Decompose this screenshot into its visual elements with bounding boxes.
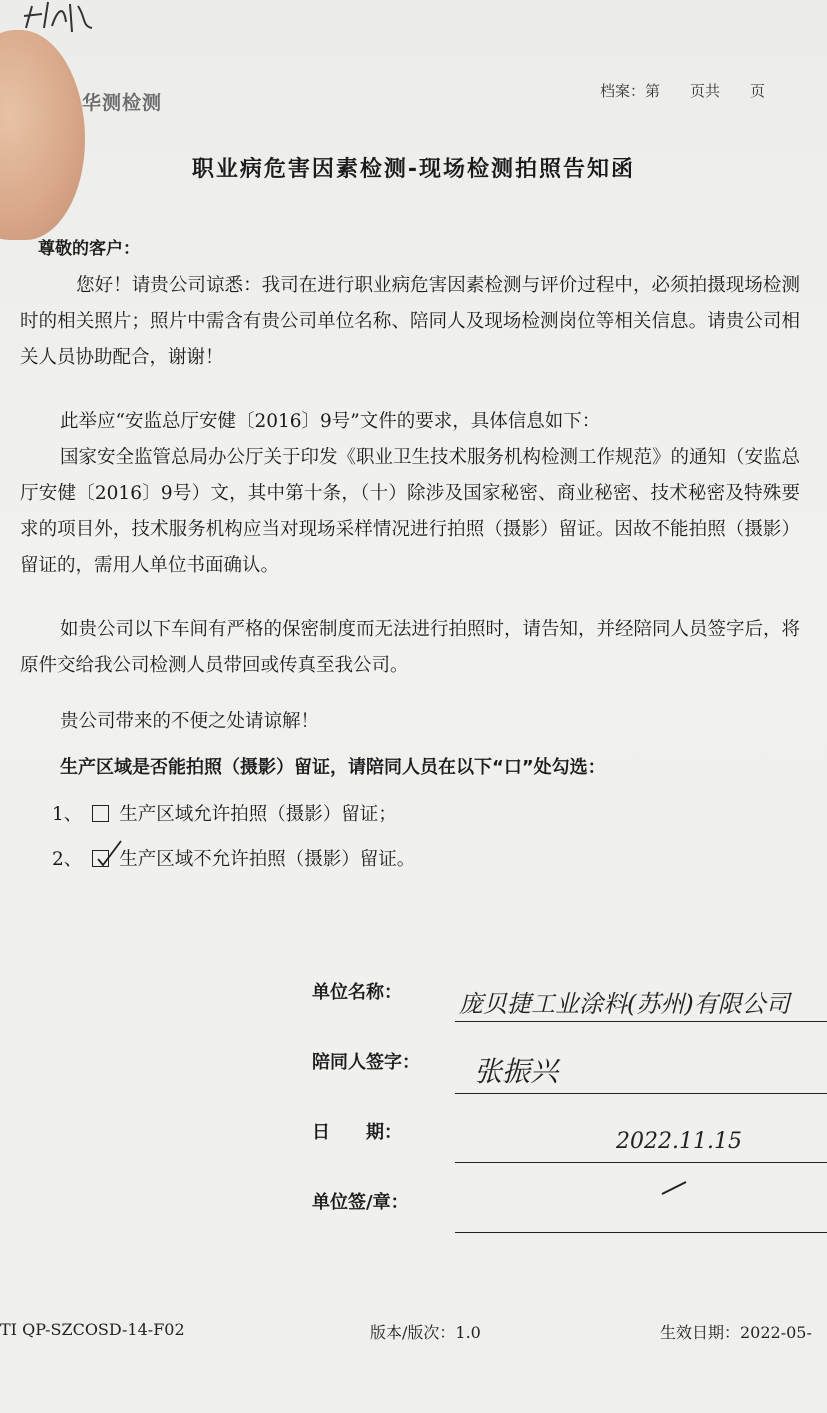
option-allow[interactable]: [52, 800, 397, 826]
footer-doc-code: TI QP-SZCOSD-14-F02: [0, 1320, 185, 1339]
companion-line: [455, 1093, 827, 1094]
paragraph-intro: 您好！请贵公司谅悉：我司在进行职业病危害因素检测与评价过程中，必须拍摄现场检测时的相关照片；照片中需含有贵公司单位名称、陪同人及现场检测岗位等相关信息。请贵公司相关人员协助配合，谢谢！: [20, 275, 800, 368]
paragraph-apology: 贵公司带来的不便之处请谅解！: [60, 711, 320, 732]
companion-value: 张振兴: [474, 1055, 559, 1088]
date-line: [455, 1162, 827, 1163]
checkbox-allow[interactable]: [92, 805, 109, 822]
stamp-mark: [660, 1178, 690, 1198]
checkbox-disallow[interactable]: [92, 850, 109, 867]
date-handwriting: [612, 1118, 772, 1158]
date-label: 日 期：: [312, 1122, 402, 1143]
footer-effective-date: 生效日期：2022-05-: [660, 1323, 812, 1342]
stamp-label: 单位签/章：: [312, 1192, 409, 1213]
checkbox-question: 生产区域是否能拍照（摄影）留证，请陪同人员在以下“口”处勾选：: [60, 757, 606, 778]
unit-name-label: 单位名称：: [312, 982, 402, 1003]
companion-signature: [470, 1045, 670, 1091]
checkmark-icon: [97, 839, 123, 869]
option-label: 生产区域不允许拍照（摄影）留证。: [119, 849, 416, 870]
stamp-line: [455, 1232, 827, 1233]
archive-page-number: 档案：第 页共 页: [600, 82, 766, 100]
companion-label: 陪同人签字：: [312, 1052, 420, 1073]
company-logo: 华测检测: [82, 92, 163, 114]
paragraph-regulation: 国家安全监管总局办公厅关于印发《职业卫生技术服务机构检测工作规范》的通知（安监总厅安健〔2016〕9号）文，其中第十条，（十）除涉及国家秘密、商业秘密、技术秘密及特殊要求的项目外，技术服务机构应当对现场采样情况进行拍照（摄影）留证。因故不能拍照（摄影）留证的，需用人单位书面确认。: [20, 447, 801, 576]
unit-name-handwriting: [455, 978, 827, 1024]
paragraph-reference: 此举应“安监总厅安健〔2016〕9号”文件的要求，具体信息如下：: [60, 411, 601, 432]
finger-occlusion: [0, 30, 85, 240]
option-label: 生产区域允许拍照（摄影）留证；: [119, 804, 397, 825]
document-title: 职业病危害因素检测-现场检测拍照告知函: [191, 157, 636, 182]
option-number: 1、: [52, 804, 83, 825]
option-number: 2、: [52, 849, 83, 870]
unit-name-value: 庞贝捷工业涂料(苏州)有限公司: [459, 990, 790, 1018]
footer-version: 版本/版次：1.0: [370, 1323, 481, 1342]
date-value: 2022.11.15: [616, 1129, 742, 1154]
paragraph-confidential: 如贵公司以下车间有严格的保密制度而无法进行拍照时，请告知，并经陪同人员签字后，将原件交给我公司检测人员带回或传真至我公司。: [20, 619, 801, 676]
option-disallow[interactable]: [52, 845, 415, 871]
greeting: 尊敬的客户：: [38, 239, 140, 259]
